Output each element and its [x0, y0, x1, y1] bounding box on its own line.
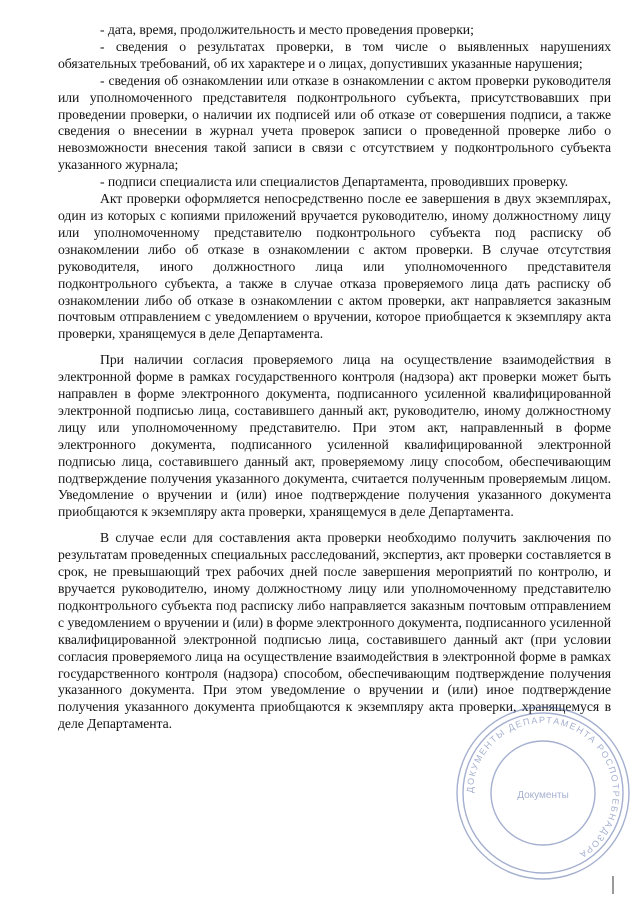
paragraph: - сведения о результатах проверки, в том числе о выявленных нарушениях обязательных требований, об их характере и о лицах, допустивших указанные нарушения;	[58, 38, 611, 71]
paragraph: - дата, время, продолжительность и место проведения проверки;	[100, 22, 474, 37]
document-body	[58, 22, 611, 733]
official-seal	[448, 698, 638, 888]
paragraph: Акт проверки оформляется непосредственно после ее завершения в двух экземплярах, один из которых с копиями приложений вручается руководителю, иному должностному лицу или уполномоченному представителю подконтрольного субъекта под расписку об ознакомлении либо об отказе в ознакомлении с актом проверки. В случае отсутствия руководителя, иного должностного лица или уполномоченного представителя подконтрольного субъекта, а также в случае отказа проверяемого лица дать расписку об ознакомлении либо об отказе в ознакомлении с актом проверки, акт направляется заказным почтовым отправлением с уведомлением о вручении, которое приобщается к экземпляру акта проверки, хранящемуся в деле Департамента.	[58, 191, 611, 342]
seal-ring-text: ДОКУМЕНТЫ ДЕПАРТАМЕНТА РОСПОТРЕБНАДЗОРА	[464, 714, 622, 861]
paragraph: - подписи специалиста или специалистов Департамента, проводивших проверку.	[100, 174, 569, 190]
paragraph: В случае если для составления акта проверки необходимо получить заключения по результатам проведенных специальных расследований, экспертиз, акт проверки составляется в срок, не превышающий трех рабочих дней после завершения мероприятий по контролю, и вручается руководителю, иному должностному лицу или уполномоченному представителю подконтрольного субъекта под расписку либо направляется заказным почтовым отправлением с уведомлением о вручении и (или) в форме электронного документа, подписанного усиленной квалифицированной электронной подписью лица, составившего данный акт (при условии согласия проверяемого лица на осуществление взаимодействия в электронной форме в рамках государственного контроля (надзора) способом, обеспечивающим подтверждение получения указанного документа. При этом уведомление о вручении и (или) иное подтверждение получения указанного документа приобщаются к экземпляру акта проверки, хранящемуся в деле Департамента.	[58, 530, 611, 732]
seal-center-text: Документы	[517, 790, 569, 801]
paragraph: При наличии согласия проверяемого лица на осуществление взаимодействия в электронной форме в рамках государственного контроля (надзора) акт проверки может быть направлен в форме электронного документа, подписанного усиленной квалифицированной электронной подписью лица, составившего данный акт, руководителю, иному должностному лицу или уполномоченному представителю. При этом акт, направленный в форме электронного документа, подписанного усиленной квалифицированной электронной подписью лица, составившего данный акт, проверяемому лицу способом, обеспечивающим подтверждение получения указанного документа, считается полученным проверяемым лицом. Уведомление о вручении и (или) иное подтверждение получения указанного документа приобщаются к экземпляру акта проверки, хранящемуся в деле Департамента.	[58, 352, 611, 520]
paragraph: - сведения об ознакомлении или отказе в ознакомлении с актом проверки руководителя или уполномоченного представителя подконтрольного субъекта, присутствовавших при проведении проверки, о наличии их подписей или об отказе от совершения подписи, а также сведения о внесении в журнал учета проверок записи о проведенной проверке либо о невозможности внесения такой записи в связи с отсутствием у подконтрольного субъекта указанного журнала;	[58, 72, 611, 173]
scan-edge-mark	[612, 876, 614, 894]
